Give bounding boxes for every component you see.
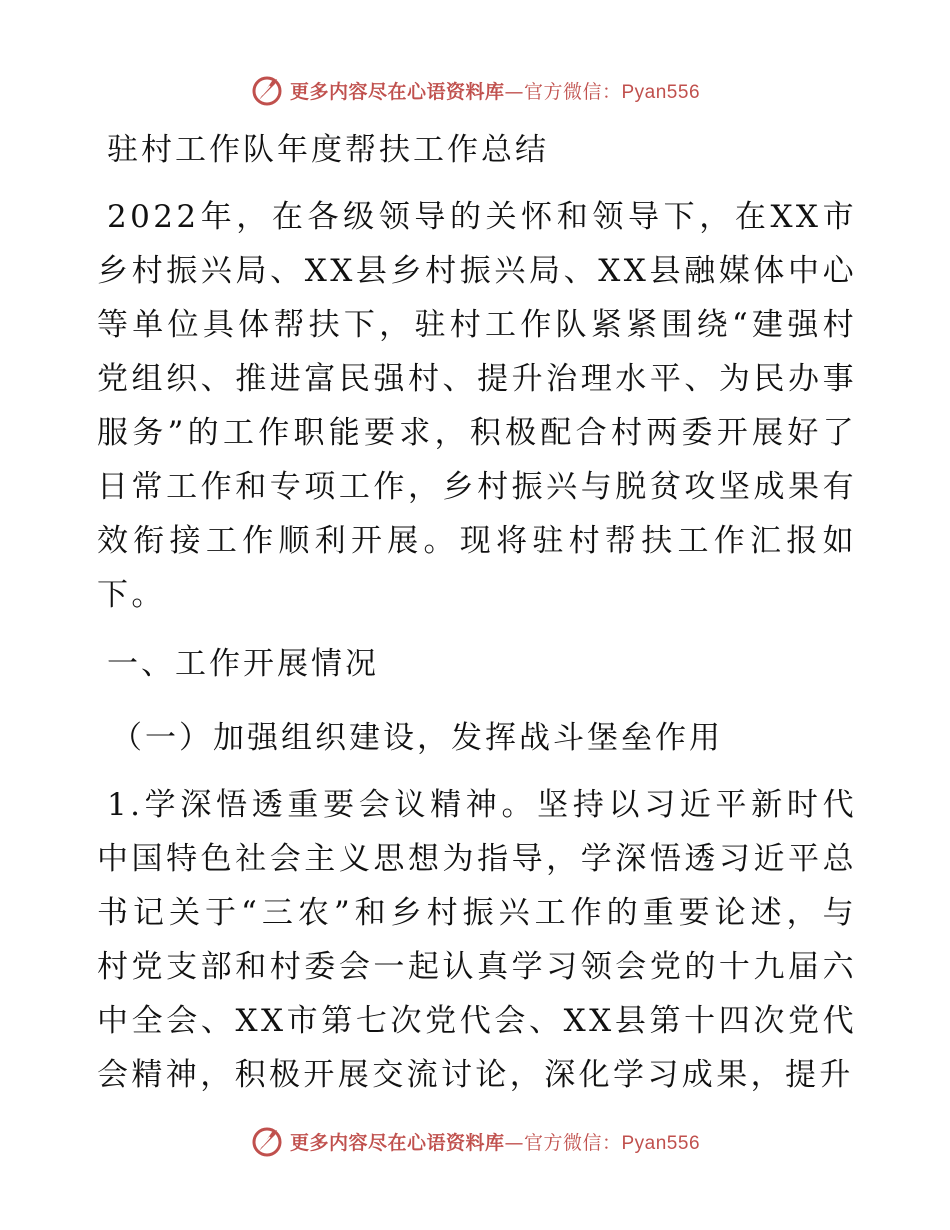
item-paragraph: 1.学深悟透重要会议精神。坚持以习近平新时代中国特色社会主义思想为指导，学深悟透习近平总书记关于“三农”和乡村振兴工作的重要论述，与村党支部和村委会一起认真学习领会党的十九届六中全会、XX市第七次党代会、XX县第十四次党代会精神，积极开展交流讨论，深化学习成果，提升 [97,787,857,1093]
watermark-separator: — [504,80,524,103]
section-heading: 一、工作开展情况 [107,646,379,682]
watermark-contact-id: Pyan556 [621,1132,701,1154]
watermark-contact-label: 官方微信： [523,80,622,103]
watermark-text [290,1128,700,1155]
intro-paragraph: 2022年，在各级领导的关怀和领导下，在XX市乡村振兴局、XX县乡村振兴局、XX县融媒体中心等单位具体帮扶下，驻村工作队紧紧围绕“建强村党组织、推进富民强村、提升治理水平、为民办事服务”的工作职能要求，积极配合村两委开展好了日常工作和专项工作，乡村振兴与脱贫攻坚成果有效衔接工作顺利开展。现将驻村帮扶工作汇报如下。 [97,199,857,613]
quill-logo-icon [250,73,284,107]
watermark-contact-label: 官方微信： [523,1131,622,1154]
watermark-banner-bottom [0,1121,950,1161]
subsection-heading: （一）加强组织建设，发挥战斗堡垒作用 [111,720,723,756]
watermark-main: 更多内容尽在心语资料库 [289,1131,505,1154]
watermark-main: 更多内容尽在心语资料库 [289,80,505,103]
watermark-separator: — [504,1131,524,1154]
watermark-text [290,77,700,104]
watermark-contact-id: Pyan556 [621,81,701,103]
document-title: 驻村工作队年度帮扶工作总结 [107,132,549,168]
watermark-banner-top [0,70,950,110]
quill-logo-icon [250,1124,284,1158]
document-body [97,118,857,1102]
